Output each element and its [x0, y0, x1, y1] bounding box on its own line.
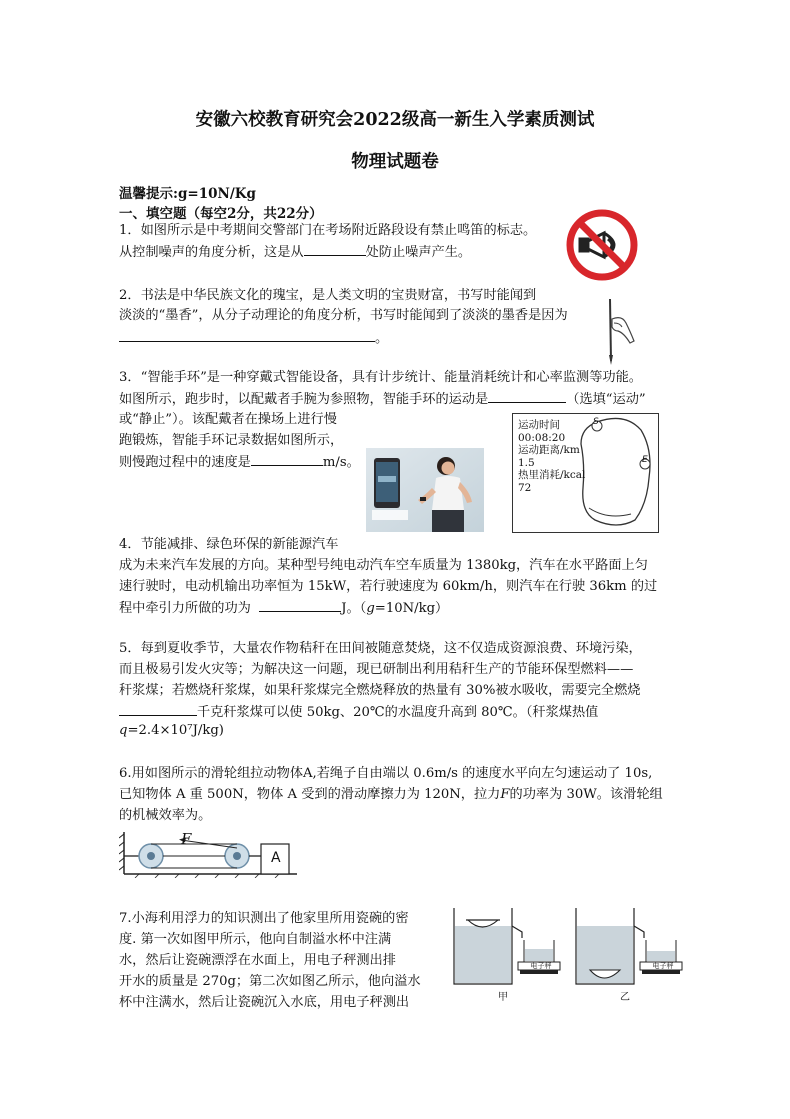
readout-time-value: 00:08:20	[518, 431, 566, 444]
start-mark: S	[593, 417, 599, 427]
q4-text-a: 程中牵引力所做的功为	[119, 601, 251, 616]
q2-line2: 淡淡的“墨香”，从分子动理论的角度分析，书写时能闻到了淡淡的墨香是因为	[119, 308, 568, 323]
q6-text-a: 已知物体 A 重 500N，物体 A 受到的滑动摩擦力为 120N，拉力	[119, 787, 501, 802]
q3-blank1[interactable]	[488, 390, 566, 403]
q7-line2: 度. 第一次如图甲所示，他向自制溢水杯中注满	[119, 932, 392, 947]
block-label: A	[271, 850, 281, 866]
q2-line3	[119, 329, 388, 348]
q3-text-a: 如图所示，跑步时，以配戴者手腕为参照物，智能手环的运动是	[119, 392, 489, 407]
q5-text-b: =2.4×10⁷J/kg)	[127, 723, 224, 738]
pulley-figure	[119, 828, 299, 878]
q5-line4	[119, 703, 598, 722]
q3-text-b: （选填“运动”	[566, 392, 646, 407]
force-label: F	[181, 830, 192, 848]
q2-line1: 2．书法是中华民族文化的瑰宝，是人类文明的宝贵财富，书写时能闻到	[119, 288, 537, 303]
q6-line1: 6.用如图所示的滑轮组拉动物体A,若绳子自由端以 0.6m/s 的速度水平向左匀速运动了 10s,	[119, 766, 653, 781]
q1-blank[interactable]	[304, 243, 366, 256]
q6-f-symbol: F	[500, 787, 510, 802]
figure-label-yi: 乙	[620, 992, 630, 1003]
readout-energy-value: 72	[518, 481, 532, 494]
end-mark: E	[642, 455, 648, 465]
q5-line1: 5．每到夏收季节，大量农作物秸秆在田间被随意焚烧，这不仅造成资源浪费、环境污染，	[119, 641, 642, 656]
q2-blank[interactable]	[119, 329, 375, 342]
runner-photo	[366, 448, 484, 532]
q3-line1: 3．“智能手环”是一种穿戴式智能设备，具有计步统计、能量消耗统计和心率监测等功能。	[119, 370, 642, 385]
q4-line1: 4．节能减排、绿色环保的新能源汽车	[119, 537, 339, 552]
q7-line3: 水，然后让瓷碗漂浮在水面上，用电子秤测出排	[119, 953, 396, 968]
q3-line4: 跑锻炼，智能手环记录数据如图所示，	[119, 433, 344, 448]
readout-time-label: 运动时间	[518, 419, 560, 431]
q7-line4: 开水的质量是 270g；第二次如图乙所示，他向溢水	[119, 974, 421, 989]
q2-text-end: 。	[375, 331, 389, 346]
q4-text-c: =10N/kg）	[374, 601, 449, 616]
q7-line5: 杯中注满水，然后让瓷碗沉入水底，用电子秤测出	[119, 995, 410, 1010]
q6-line3: 的机械效率为。	[119, 808, 212, 823]
q4-text-b: J。（	[341, 601, 367, 616]
tracker-readout	[518, 419, 585, 494]
q5-line3: 秆浆煤；若燃烧秆浆煤，如果秆浆煤完全燃烧释放的热量有 30%被水吸收，需要完全燃烧	[119, 683, 641, 698]
q3-blank2[interactable]	[251, 453, 323, 466]
no-honking-sign-icon	[566, 209, 638, 281]
page-subtitle: 物理试题卷	[351, 152, 439, 172]
readout-distance-value: 1.5	[518, 456, 535, 469]
section-heading: 一、填空题（每空2分，共22分）	[119, 206, 323, 222]
q5-text-a: 千克秆浆煤可以使 50kg、20℃的水温度升高到 80℃。（秆浆煤热值	[197, 705, 599, 720]
scale-label-right: 电子秤	[652, 962, 674, 970]
q4-g-symbol: g	[366, 601, 375, 616]
tracker-data-panel	[512, 413, 659, 533]
q5-q-symbol: q	[119, 723, 128, 738]
q3-line5	[119, 453, 360, 472]
readout-distance-label: 运动距离/km	[518, 444, 580, 456]
q4-line4	[119, 599, 448, 618]
readout-energy-label: 热里消耗/kcal	[518, 469, 586, 481]
q4-line3: 速行驶时，电动机输出功率恒为 15kW，若行驶速度为 60km/h，则汽车在行驶 36km 的过	[119, 579, 658, 594]
q1-text-a: 从控制噪声的角度分析，这是从	[119, 245, 304, 260]
q6-line2	[119, 786, 663, 804]
figure-label-jia: 甲	[498, 992, 508, 1003]
q4-line2: 成为未来汽车发展的方向。某种型号纯电动汽车空车质量为 1380kg，汽车在水平路面上匀	[119, 558, 648, 573]
overflow-cup-figure	[440, 904, 690, 1004]
q1-line2	[119, 243, 471, 262]
q5-blank[interactable]	[119, 703, 197, 716]
q6-text-b: 的功率为 30W。该滑轮组	[509, 787, 663, 802]
q4-blank[interactable]	[259, 599, 341, 612]
q3-line2	[119, 390, 646, 409]
q3-text-d: m/s。	[322, 455, 360, 470]
q3-line3: 或“静止”）。该配戴者在操场上进行慢	[119, 412, 337, 427]
scale-label-left: 电子秤	[530, 962, 552, 970]
q5-line5	[119, 722, 224, 740]
running-track-path	[575, 416, 655, 530]
tip: 温馨提示:g=10N/Kg	[119, 186, 256, 202]
writing-brush-hand-icon	[600, 297, 638, 365]
q1-line1: 1．如图所示是中考期间交警部门在考场附近路段设有禁止鸣笛的标志。	[119, 223, 537, 238]
q5-line2: 而且极易引发火灾等；为解决这一问题，现已研制出利用秸秆生产的节能环保型燃料——	[119, 662, 634, 677]
q7-line1: 7.小海利用浮力的知识测出了他家里所用瓷碗的密	[119, 911, 409, 926]
page-title: 安徽六校教育研究会2022级高一新生入学素质测试	[195, 110, 595, 130]
q3-text-c: 则慢跑过程中的速度是	[119, 455, 251, 470]
q1-text-b: 处防止噪声产生。	[365, 245, 472, 260]
